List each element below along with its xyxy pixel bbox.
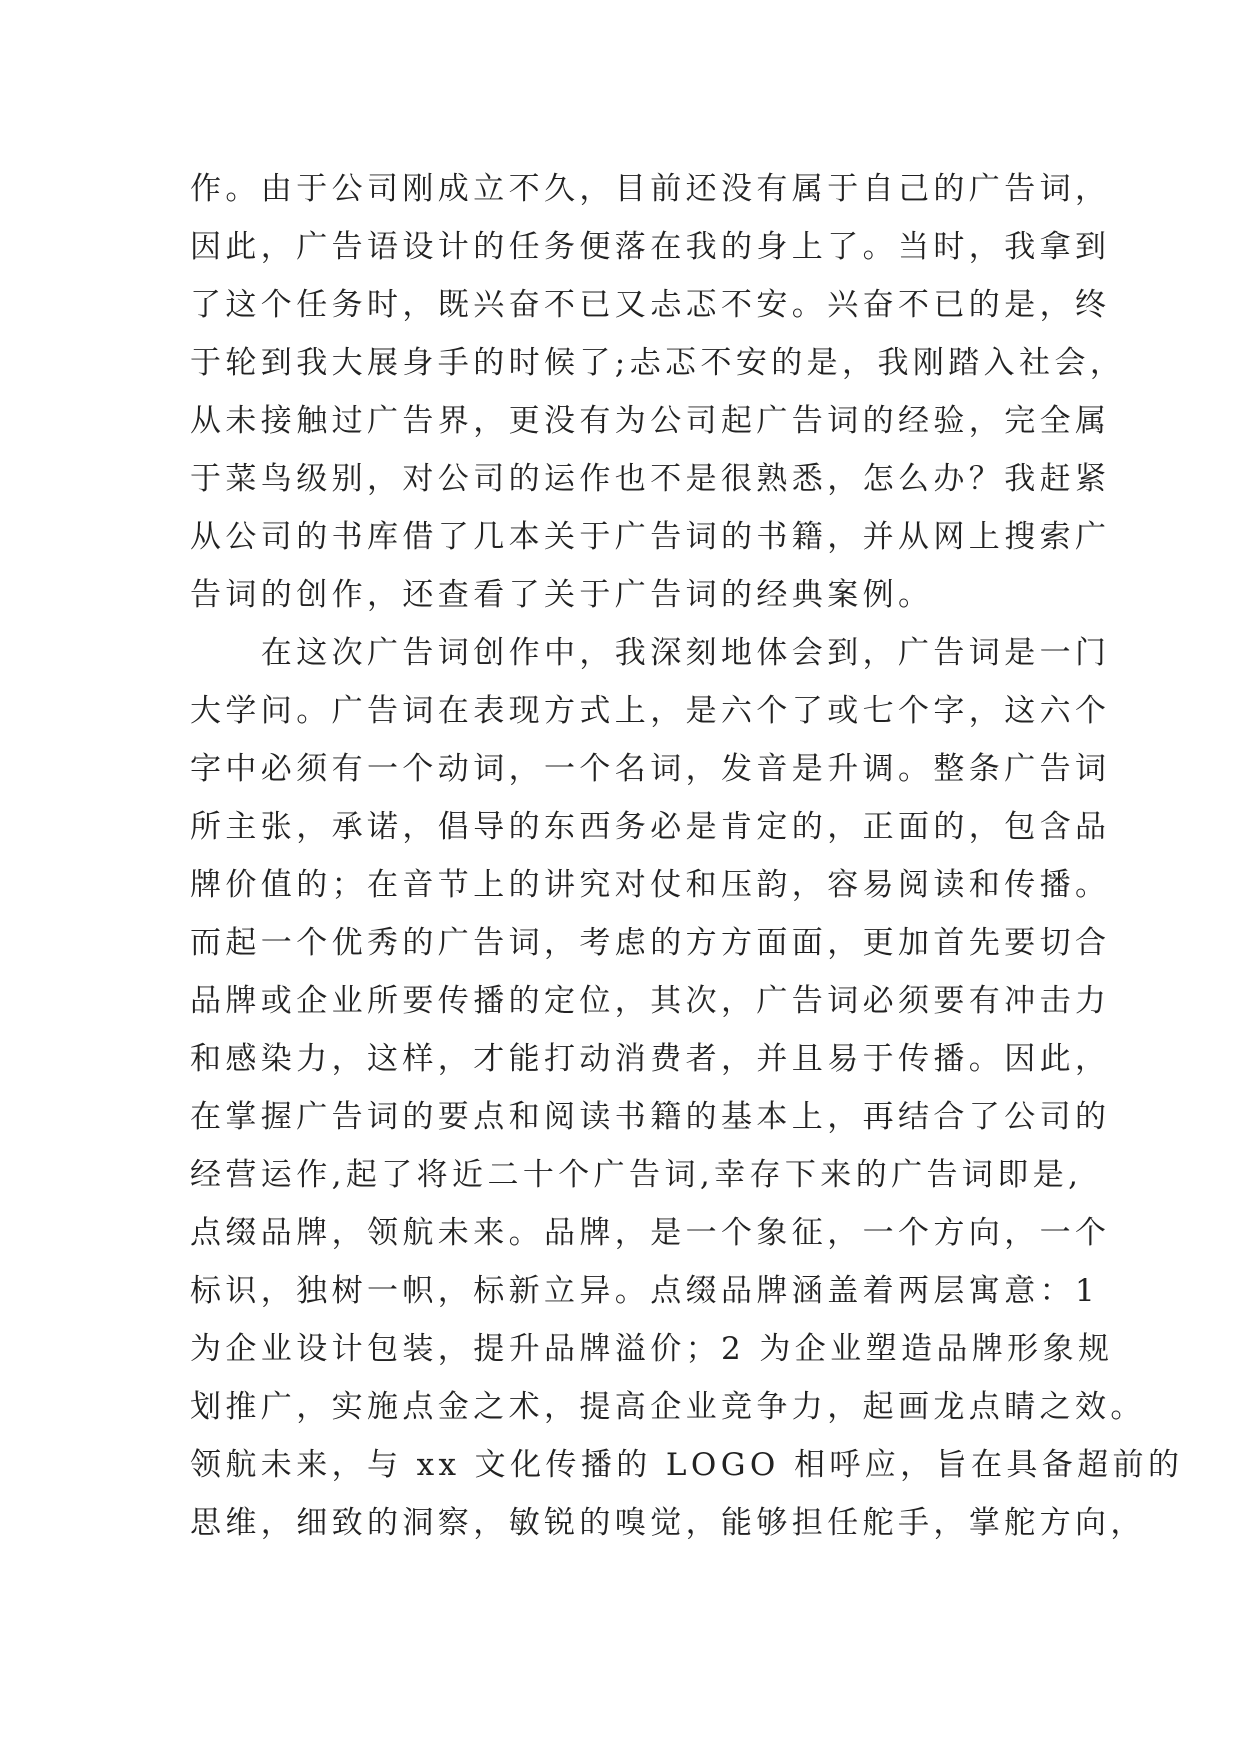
- text-line: 于菜鸟级别，对公司的运作也不是很熟悉，怎么办？我赶紧: [190, 461, 1111, 497]
- text-line: 大学问。广告词在表现方式上，是六个了或七个字，这六个: [190, 693, 1111, 729]
- text-line: 于轮到我大展身手的时候了;忐忑不安的是，我刚踏入社会，: [190, 345, 1126, 381]
- text-line: 在掌握广告词的要点和阅读书籍的基本上，再结合了公司的: [190, 1099, 1111, 1135]
- text-line: 告词的创作，还查看了关于广告词的经典案例。: [190, 577, 934, 613]
- text-line: 而起一个优秀的广告词，考虑的方方面面，更加首先要切合: [190, 925, 1111, 961]
- text-line: 因此，广告语设计的任务便落在我的身上了。当时，我拿到: [190, 229, 1111, 265]
- text-line: 牌价值的；在音节上的讲究对仗和压韵，容易阅读和传播。: [190, 867, 1111, 903]
- text-line: 经营运作,起了将近二十个广告词,幸存下来的广告词即是,: [190, 1157, 1083, 1193]
- text-line: 标识，独树一帜，标新立异。点缀品牌涵盖着两层寓意：1: [190, 1273, 1100, 1309]
- text-line: 从公司的书库借了几本关于广告词的书籍，并从网上搜索广: [190, 519, 1111, 555]
- text-line: 从未接触过广告界，更没有为公司起广告词的经验，完全属: [190, 403, 1111, 439]
- text-line: 作。由于公司刚成立不久，目前还没有属于自己的广告词，: [190, 171, 1111, 207]
- text-line: 思维，细致的洞察，敏锐的嗅觉，能够担任舵手，掌舵方向，: [190, 1505, 1146, 1541]
- text-line: 在这次广告词创作中，我深刻地体会到，广告词是一门: [190, 635, 1111, 671]
- text-line: 所主张，承诺，倡导的东西务必是肯定的，正面的，包含品: [190, 809, 1111, 845]
- text-line: 划推广，实施点金之术，提高企业竞争力，起画龙点睛之效。: [190, 1389, 1146, 1425]
- text-line: 品牌或企业所要传播的定位，其次，广告词必须要有冲击力: [190, 983, 1111, 1019]
- text-line: 和感染力，这样，才能打动消费者，并且易于传播。因此，: [190, 1041, 1111, 1077]
- text-line: 为企业设计包装，提升品牌溢价；2 为企业塑造品牌形象规: [190, 1331, 1114, 1367]
- text-line: 领航未来，与 xx 文化传播的 LOGO 相呼应，旨在具备超前的: [190, 1447, 1184, 1483]
- text-line: 了这个任务时，既兴奋不已又忐忑不安。兴奋不已的是，终: [190, 287, 1111, 323]
- body-text: [190, 160, 1184, 1552]
- text-line: 字中必须有一个动词，一个名词，发音是升调。整条广告词: [190, 751, 1111, 787]
- text-line: 点缀品牌，领航未来。品牌，是一个象征，一个方向，一个: [190, 1215, 1111, 1251]
